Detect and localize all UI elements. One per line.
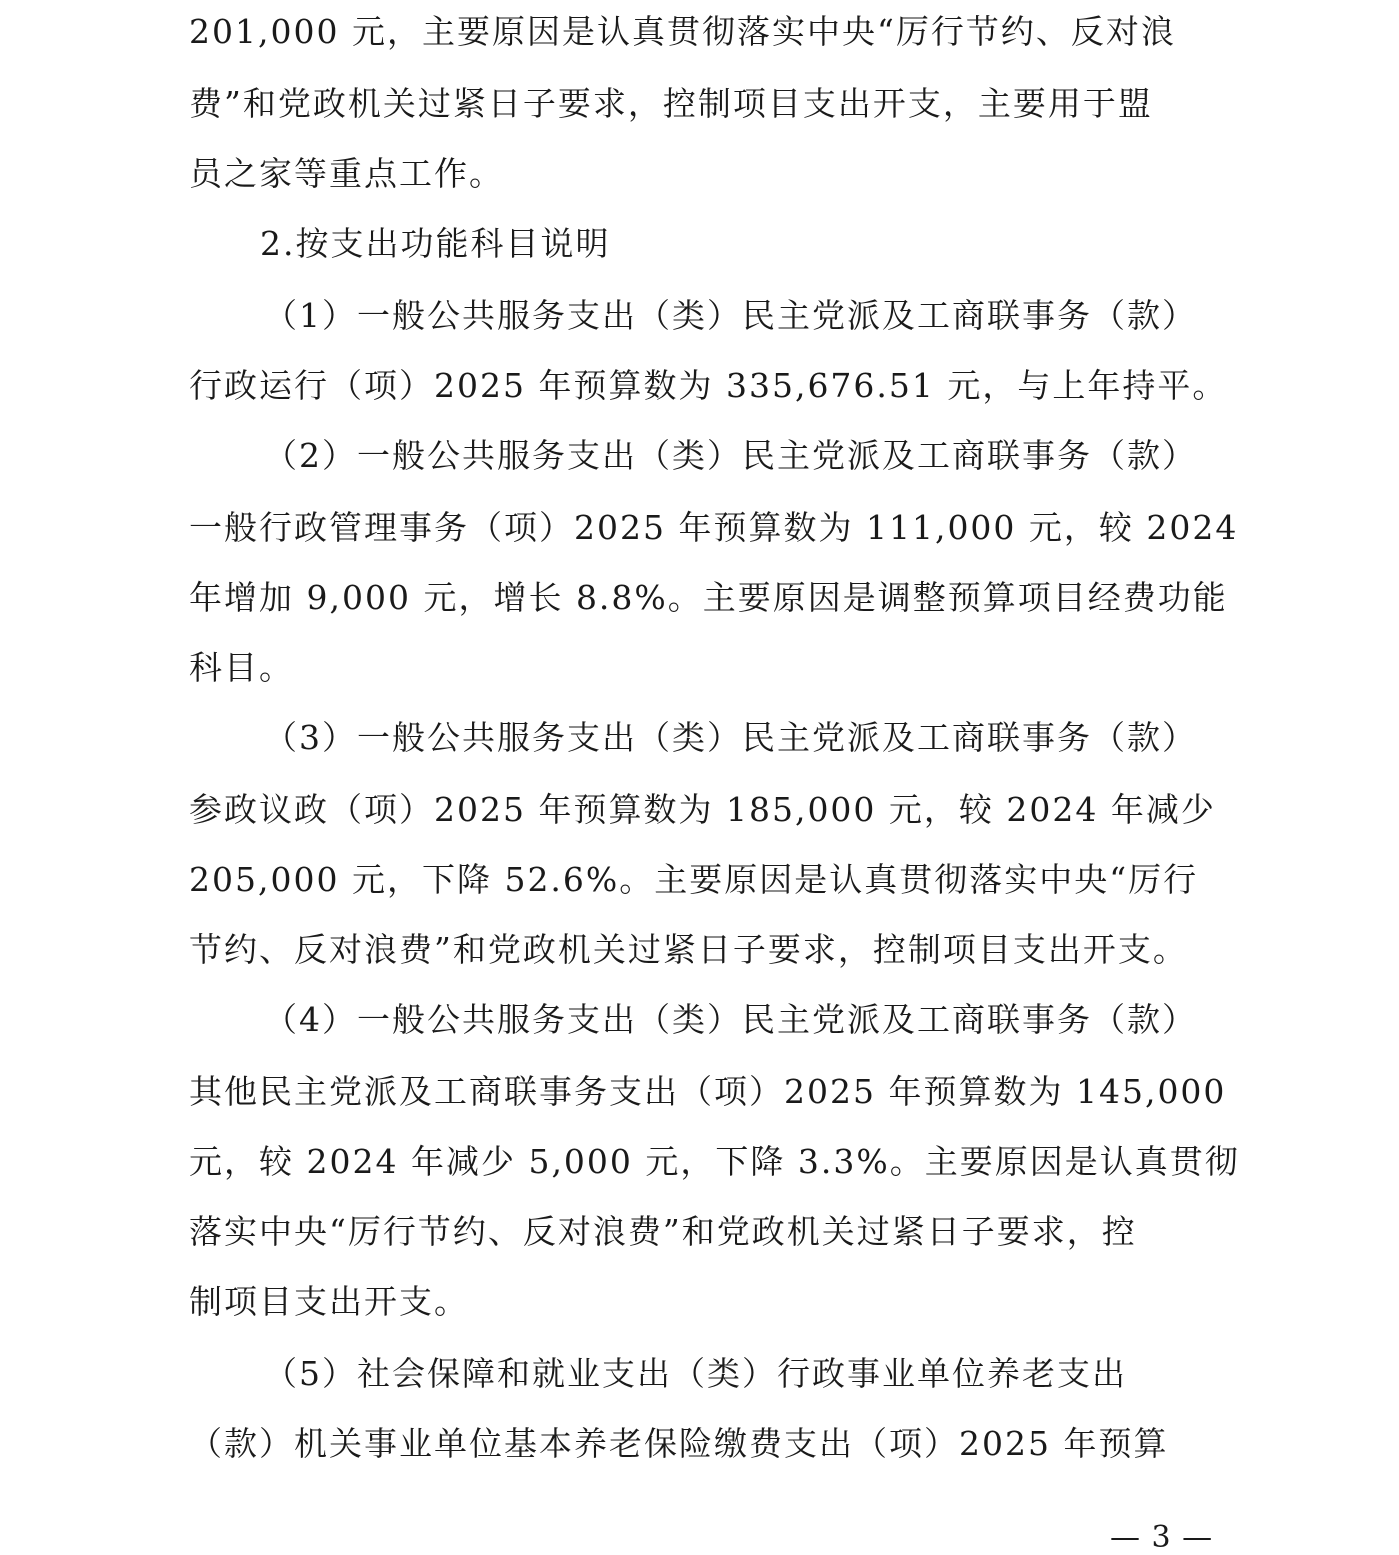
text-line: 其他民主党派及工商联事务支出（项）2025 年预算数为 145,000 [189, 1072, 1227, 1111]
text-line: （5）社会保障和就业支出（类）行政事业单位养老支出 [264, 1354, 1127, 1393]
text-line: 元，较 2024 年减少 5,000 元，下降 3.3%。主要原因是认真贯彻 [189, 1142, 1240, 1181]
text-line: 行政运行（项）2025 年预算数为 335,676.51 元，与上年持平。 [189, 366, 1228, 405]
text-line: 参政议政（项）2025 年预算数为 185,000 元，较 2024 年减少 [189, 790, 1216, 829]
page-number: — 3 — [1110, 1520, 1214, 1555]
section-heading: 2.按支出功能科目说明 [260, 224, 611, 263]
text-line: 员之家等重点工作。 [189, 154, 504, 193]
text-line: 科目。 [189, 648, 294, 687]
text-line: （款）机关事业单位基本养老保险缴费支出（项）2025 年预算 [189, 1424, 1169, 1463]
text-line: （2）一般公共服务支出（类）民主党派及工商联事务（款） [264, 436, 1197, 475]
text-line: 节约、反对浪费”和党政机关过紧日子要求，控制项目支出开支。 [189, 930, 1188, 969]
text-line: （3）一般公共服务支出（类）民主党派及工商联事务（款） [264, 718, 1197, 757]
text-line: （4）一般公共服务支出（类）民主党派及工商联事务（款） [264, 1000, 1197, 1039]
text-line: 205,000 元，下降 52.6%。主要原因是认真贯彻落实中央“厉行 [189, 860, 1199, 899]
text-line: （1）一般公共服务支出（类）民主党派及工商联事务（款） [264, 296, 1197, 335]
text-line: 年增加 9,000 元，增长 8.8%。主要原因是调整预算项目经费功能 [189, 578, 1228, 617]
text-line: 落实中央“厉行节约、反对浪费”和党政机关过紧日子要求，控 [189, 1212, 1137, 1251]
text-line: 费”和党政机关过紧日子要求，控制项目支出开支，主要用于盟 [189, 84, 1153, 123]
text-line: 201,000 元，主要原因是认真贯彻落实中央“厉行节约、反对浪 [189, 12, 1176, 51]
text-line: 制项目支出开支。 [189, 1282, 469, 1321]
text-line: 一般行政管理事务（项）2025 年预算数为 111,000 元，较 2024 [189, 508, 1239, 547]
